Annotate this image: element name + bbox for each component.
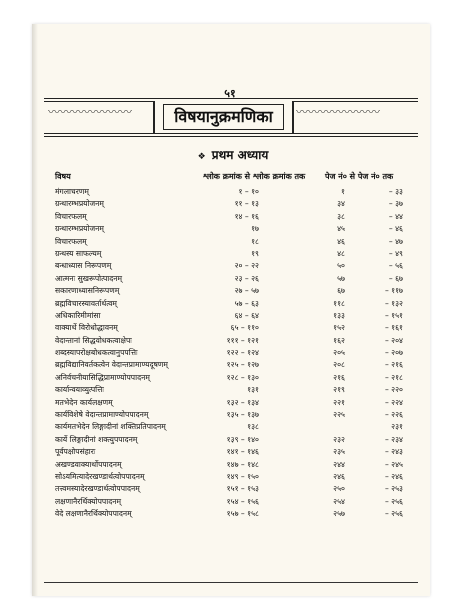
- row-page-to: – २५३: [384, 484, 403, 494]
- bottom-rule: [44, 582, 418, 583]
- row-shloka-range: १२२ – १२४: [226, 348, 259, 358]
- row-page-from: २०५: [333, 348, 345, 358]
- row-page-to: – २२४: [384, 397, 403, 407]
- row-page-from: ४५: [337, 224, 345, 234]
- row-page-from: ५७: [337, 273, 345, 283]
- row-shloka-range: ६४ – ६४: [234, 310, 259, 320]
- header-border-bottom: [44, 136, 418, 137]
- row-page-from: २५०: [333, 484, 345, 494]
- section-heading-text: प्रथम अध्याय: [211, 148, 269, 162]
- row-page-to: – २४६: [384, 471, 403, 481]
- row-page-from: २१९: [333, 385, 345, 395]
- row-shloka-range: ६५ – ११०: [230, 323, 259, 333]
- row-page-to: – २४५: [384, 459, 403, 469]
- row-subject: विचारफलम्: [55, 211, 87, 221]
- table-row: [55, 471, 415, 483]
- row-subject: कार्यान्वयाव्युत्पत्तिः: [55, 385, 104, 395]
- row-shloka-range: ११ – १३: [234, 199, 259, 209]
- section-heading: [0, 146, 460, 163]
- row-page-from: २४४: [333, 459, 345, 469]
- table-row: [55, 285, 415, 297]
- header-border-top: [44, 98, 418, 99]
- table-row: [55, 310, 415, 322]
- table-row: [55, 335, 415, 347]
- table-row: [55, 359, 415, 371]
- table-row: [55, 347, 415, 359]
- table-row: [55, 446, 415, 458]
- page-number: ५१: [224, 87, 236, 100]
- table-row: [55, 409, 415, 421]
- row-subject: ग्रन्थारम्भप्रयोजनम्: [55, 199, 104, 209]
- table-row: [55, 260, 415, 272]
- row-page-from: ३४: [337, 199, 345, 209]
- page-title: विषयानुक्रमणिका: [163, 104, 284, 130]
- table-row: [55, 211, 415, 223]
- row-page-to: – ६७: [388, 273, 403, 283]
- table-row: [55, 421, 415, 433]
- row-page-from: १: [341, 187, 345, 196]
- row-page-to: – २५६: [384, 496, 403, 506]
- row-subject: सकारणाध्यासनिरूपणम्: [55, 286, 120, 296]
- row-shloka-range: १५७ – १५८: [226, 509, 259, 519]
- row-shloka-range: १४ – १६: [234, 211, 259, 221]
- table-row: [55, 384, 415, 396]
- row-shloka-range: १५४ – १५६: [226, 496, 259, 506]
- row-subject: अनिर्वचनीयासिद्धिप्रामाण्योपपादनम्: [55, 372, 150, 382]
- row-subject: वाक्यार्थे विरोधोद्धावनम्: [55, 323, 118, 333]
- table-row: [55, 483, 415, 495]
- column-header-page: पेज नं० से पेज नं० तक: [325, 172, 394, 181]
- row-shloka-range: १२५ – १२७: [226, 360, 259, 370]
- row-page-to: – ५६: [388, 261, 403, 271]
- row-subject: मंगलाचरणम्: [55, 187, 89, 196]
- row-shloka-range: २७ – ५७: [234, 286, 259, 296]
- table-row: [55, 298, 415, 310]
- page-gutter-shadow: [32, 24, 38, 596]
- row-shloka-range: ५७ – ६३: [234, 298, 259, 308]
- table-row: [55, 397, 415, 409]
- row-page-to: – ४९: [388, 248, 403, 258]
- row-shloka-range: १३५ – १३७: [226, 410, 259, 420]
- row-page-to: – २२०: [384, 385, 403, 395]
- row-subject: सोऽयमित्यादेरखण्डार्थत्वोपपादनम्: [55, 471, 145, 481]
- table-row: [55, 496, 415, 508]
- row-subject: ग्रन्थस्य साफल्यम्: [55, 248, 102, 258]
- row-shloka-range: १३९ – १४०: [226, 434, 259, 444]
- row-page-to: – २५६: [384, 509, 403, 519]
- row-page-to: – ४७: [388, 236, 403, 246]
- row-shloka-range: २३ – २६: [234, 273, 259, 283]
- table-row: [55, 273, 415, 285]
- table-row: [55, 248, 415, 260]
- row-shloka-range: १७: [251, 224, 259, 234]
- row-page-to: – १५१: [384, 310, 403, 320]
- row-page-to: – ३३: [388, 187, 403, 196]
- row-subject: वेदे लक्षणानैरर्थिक्योपपादनम्: [55, 509, 132, 519]
- row-subject: कार्यमतभेदेन लिङ्गादीनां शक्तिप्रतिपादनम्: [55, 422, 166, 432]
- ornament-right: 〰〰〰〰〰〰〰: [296, 105, 381, 119]
- row-shloka-range: १९: [251, 248, 259, 258]
- row-subject: मतभेदेन कार्यलक्षणम्: [55, 397, 113, 407]
- row-shloka-range: २० – २२: [234, 261, 259, 271]
- title-frame: [153, 101, 294, 133]
- row-page-to: – २१८: [384, 372, 403, 382]
- table-row: [55, 508, 415, 520]
- row-page-from: २२५: [333, 410, 345, 420]
- row-subject: वेदान्तानां सिद्धवोधकत्वाक्षेपः: [55, 335, 132, 345]
- row-page-to: – २२६: [384, 410, 403, 420]
- row-subject: शब्दस्यापरोक्षबोधकत्वानुपपत्तिः: [55, 348, 138, 358]
- row-page-from: ५०: [337, 261, 345, 271]
- row-subject: ब्रह्मविचारस्यावर्तार्थत्वम्: [55, 298, 117, 308]
- row-page-to: – ३७: [388, 199, 403, 209]
- row-subject: ब्रह्मविद्यानिवर्तकत्वेन वेदान्तप्रामाण्यदूषणम्: [55, 360, 168, 370]
- row-shloka-range: १८: [251, 236, 259, 246]
- row-shloka-range: १५१ – १५३: [226, 484, 259, 494]
- table-row: [55, 322, 415, 334]
- row-subject: विचारफलम्: [55, 236, 87, 246]
- table-header: [55, 171, 415, 185]
- row-subject: कार्ये लिङ्गादीनां शक्त्युपपादनम्: [55, 434, 138, 444]
- row-page-to: – १६१: [384, 323, 403, 333]
- row-page-from: २१६: [333, 372, 345, 382]
- row-shloka-range: १२८ – १३०: [226, 372, 259, 382]
- row-page-to: – ४६: [388, 224, 403, 234]
- table-row: [55, 434, 415, 446]
- row-page-to: – ११७: [384, 286, 403, 296]
- row-page-to: २३१: [391, 422, 403, 432]
- row-page-from: २४६: [333, 471, 345, 481]
- row-shloka-range: १३८: [247, 422, 259, 432]
- row-page-to: – २४३: [384, 447, 403, 457]
- row-shloka-range: १४७ – १४८: [226, 459, 259, 469]
- row-page-from: ६७: [337, 286, 345, 296]
- table-row: [55, 459, 415, 471]
- row-page-from: २०८: [333, 360, 345, 370]
- row-page-from: १६२: [333, 335, 345, 345]
- row-page-from: ३८: [337, 211, 345, 221]
- row-shloka-range: १ – १०: [238, 187, 259, 196]
- row-shloka-range: १११ – १२१: [226, 335, 259, 345]
- table-row: [55, 372, 415, 384]
- row-shloka-range: १४१ – १४६: [226, 447, 259, 457]
- row-page-from: २३५: [333, 447, 345, 457]
- row-subject: आत्मनः सुखरूपोत्पादनम्: [55, 273, 123, 283]
- table-row: [55, 236, 415, 248]
- row-page-to: – २१६: [384, 360, 403, 370]
- table-row: [55, 223, 415, 235]
- row-subject: पूर्वपक्षोपसंहारः: [55, 447, 96, 457]
- row-page-from: २५४: [333, 496, 345, 506]
- table-row: [55, 186, 415, 198]
- row-page-from: २५७: [333, 509, 345, 519]
- row-subject: अधिकारिमीमांसा: [55, 310, 101, 320]
- row-page-from: १५२: [333, 323, 345, 333]
- row-page-to: – २०७: [384, 348, 403, 358]
- table-row: [55, 198, 415, 210]
- diamond-icon: ❖: [197, 152, 206, 162]
- row-subject: बन्धाध्यास निरूपणम्: [55, 261, 112, 271]
- column-header-shloka: श्लोक क्रमांक से श्लोक क्रमांक तक: [203, 172, 306, 181]
- row-page-to: – १३२: [384, 298, 403, 308]
- row-shloka-range: १३१: [247, 385, 259, 395]
- row-page-from: ११८: [333, 298, 345, 308]
- row-page-to: – ४४: [388, 211, 403, 221]
- table-body: [55, 186, 415, 521]
- row-page-from: २३२: [333, 434, 345, 444]
- row-page-from: १३३: [333, 310, 345, 320]
- row-page-to: – २०४: [384, 335, 403, 345]
- header-border-bottom-inner: [44, 133, 418, 134]
- row-subject: कार्यविशेषे वेदान्तप्रामाण्योपपादनम्: [55, 410, 149, 420]
- ornament-left: 〰〰〰〰〰〰〰: [48, 105, 133, 119]
- row-subject: लक्षणानैरर्थिक्योपपादनम्: [55, 496, 122, 506]
- row-shloka-range: १४९ – १५०: [226, 471, 259, 481]
- row-page-from: ४८: [337, 248, 345, 258]
- row-page-to: – २३४: [384, 434, 403, 444]
- row-subject: ग्रन्थारम्भप्रयोजनम्: [55, 224, 104, 234]
- row-subject: तत्त्वमस्यादेरखण्डार्थत्वोपपादनम्: [55, 484, 140, 494]
- column-header-subject: विषय: [55, 172, 71, 181]
- row-page-from: ४६: [337, 236, 345, 246]
- row-subject: अखण्डवाक्यार्थोपपादनम्: [55, 459, 122, 469]
- row-shloka-range: १३२ – १३४: [226, 397, 259, 407]
- row-page-from: २२१: [333, 397, 345, 407]
